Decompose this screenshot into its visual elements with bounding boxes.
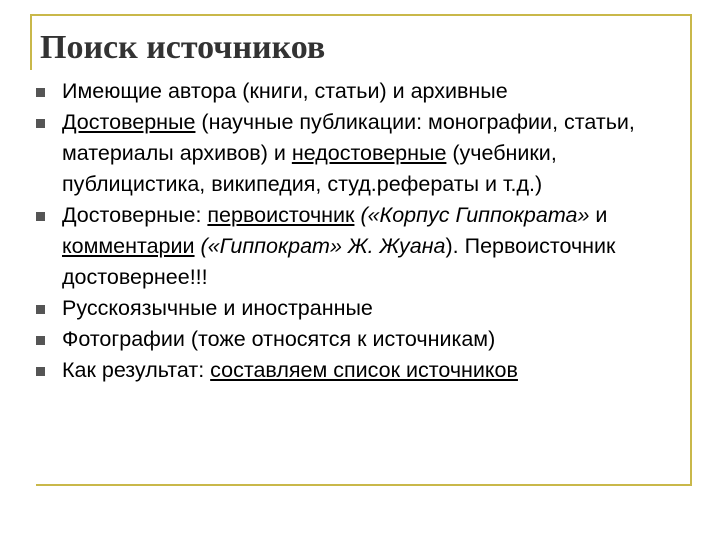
square-bullet-icon: [36, 88, 45, 97]
item-text: ). Первоисточник достовернее!!!: [62, 234, 616, 289]
bullet-list: [36, 76, 686, 386]
slide-title: Поиск источников: [40, 29, 326, 66]
frame-top-line: [30, 14, 690, 16]
item-text: (учебники, публицистика, википедия, студ.рефераты и т.д.): [62, 141, 557, 196]
item-text: и: [589, 203, 608, 227]
item-text: Имеющие автора (книги, статьи) и архивные: [62, 79, 508, 103]
item-text: Фотографии (тоже относятся к источникам): [62, 327, 496, 351]
item-italic-text: («Корпус Гиппократа»: [360, 203, 590, 227]
item-keyword-commentary: комментарии: [62, 234, 195, 258]
item-text: (научные публикации: монографии, статьи, материалы архивов) и: [62, 110, 635, 165]
list-item: [36, 355, 686, 386]
item-text: Достоверные:: [62, 203, 208, 227]
item-text: Русскоязычные и иностранные: [62, 296, 373, 320]
list-item: [36, 76, 686, 107]
square-bullet-icon: [36, 336, 45, 345]
list-item: [36, 324, 686, 355]
item-keyword-primary-source: первоисточник: [207, 203, 355, 227]
square-bullet-icon: [36, 367, 45, 376]
item-italic-text: («Гиппократ» Ж. Жуана: [200, 234, 446, 258]
frame-left-line: [30, 14, 32, 70]
square-bullet-icon: [36, 119, 45, 128]
item-keyword-source-list: составляем список источников: [210, 358, 518, 382]
list-item: [36, 200, 686, 293]
square-bullet-icon: [36, 212, 45, 221]
frame-right-line: [690, 14, 692, 484]
frame-bottom-line: [36, 484, 692, 486]
item-keyword-unreliable: недостоверные: [291, 141, 447, 165]
item-text: Как результат:: [62, 358, 211, 382]
item-keyword-reliable: Достоверные: [62, 110, 196, 134]
list-item: [36, 107, 686, 200]
list-item: [36, 293, 686, 324]
square-bullet-icon: [36, 305, 45, 314]
